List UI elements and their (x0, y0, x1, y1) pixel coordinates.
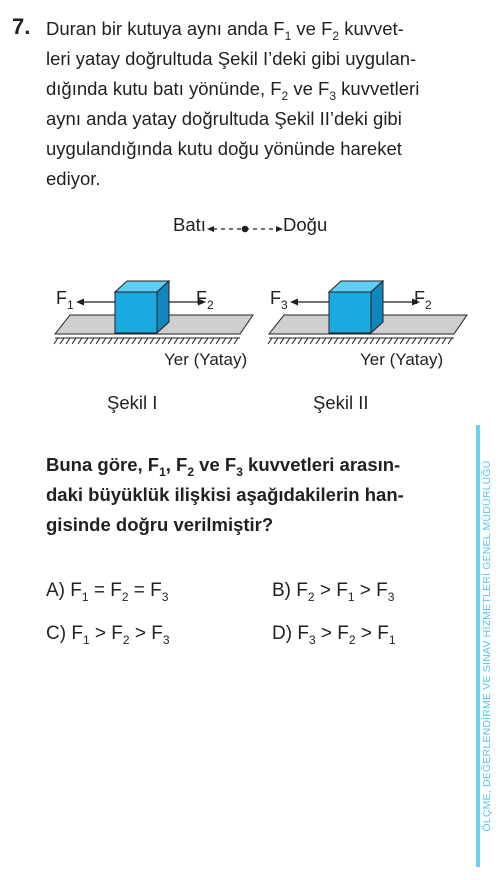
question-prompt (46, 450, 466, 540)
subscript: 1 (388, 633, 396, 647)
figure-2-ground-label: Yer (Yatay) (360, 350, 444, 369)
figure-1-ground-label: Yer (Yatay) (164, 350, 248, 369)
option-c[interactable] (46, 623, 170, 645)
subscript: 2 (425, 298, 432, 312)
subscript: 1 (347, 590, 355, 604)
subscript: 2 (122, 633, 130, 647)
text-run: F (56, 288, 67, 308)
subscript: 3 (162, 633, 170, 647)
side-institution-text: ÖLÇME, DEĞERLENDİRME VE SINAV HİZMETLERİ GENEL MÜDÜRLÜĞÜ (481, 460, 493, 832)
subscript: 3 (281, 298, 288, 312)
stem-line (46, 74, 466, 104)
subscript: 2 (307, 590, 315, 604)
text-run: dığında kutu batı yönünde, F (46, 78, 282, 99)
stem-line (46, 44, 466, 74)
text-run: Buna göre, F (46, 454, 160, 475)
subscript: 2 (187, 465, 195, 479)
text-run: uygulandığında kutu doğu yönünde hareket (46, 138, 402, 159)
subscript: 3 (308, 633, 316, 647)
text-run: , F (165, 454, 188, 475)
text-run: = F (128, 580, 162, 601)
text-run: D) F (272, 623, 309, 644)
figure-1-right-force-label (196, 288, 214, 312)
text-run: B) F (272, 580, 308, 601)
text-run: = F (88, 580, 122, 601)
side-accent-bar (476, 425, 480, 867)
text-run: ediyor. (46, 168, 101, 189)
subscript: 2 (207, 298, 214, 312)
text-run: C) F (46, 623, 83, 644)
text-run: daki büyüklük ilişkisi aşağıdakilerin han- (46, 484, 404, 505)
text-run: aynı anda yatay doğrultuda Şekil II’deki gibi (46, 108, 402, 129)
stem-line (46, 134, 466, 164)
question-stem (46, 14, 466, 194)
figure-2-left-force-label (270, 288, 288, 312)
text-run: Duran bir kutuya aynı anda F (46, 18, 285, 39)
figure-2-right-force-label (414, 288, 432, 312)
figure-1-left-force-label (56, 288, 74, 312)
text-run: > F (354, 580, 388, 601)
text-run: kuvvetleri arasın- (242, 454, 401, 475)
figure-1-caption: Şekil I (107, 392, 158, 413)
subscript: 1 (82, 633, 90, 647)
subscript: 2 (332, 29, 340, 43)
subscript: 1 (67, 298, 74, 312)
subscript: 3 (161, 590, 169, 604)
east-label: Doğu (283, 214, 328, 235)
text-run: > F (129, 623, 163, 644)
figure-2-caption: Şekil II (313, 392, 369, 413)
west-label: Batı (173, 214, 206, 235)
subscript: 2 (348, 633, 356, 647)
stem-line (46, 14, 466, 44)
option-d[interactable] (272, 623, 396, 645)
question-number: 7. (12, 14, 31, 39)
subscript: 3 (387, 590, 395, 604)
text-run: ve F (194, 454, 237, 475)
text-run: A) F (46, 580, 82, 601)
text-run: gisinde doğru verilmiştir? (46, 514, 274, 535)
subscript: 3 (329, 89, 337, 103)
stem-line (46, 104, 466, 134)
text-run: F (196, 288, 207, 308)
option-b[interactable] (272, 580, 394, 602)
text-run: leri yatay doğrultuda Şekil I’deki gibi uygulan- (46, 48, 417, 69)
text-run: F (270, 288, 281, 308)
prompt-line (46, 480, 466, 510)
subscript: 1 (284, 29, 292, 43)
prompt-line (46, 510, 466, 540)
stem-line (46, 164, 466, 194)
text-run: ve F (291, 18, 333, 39)
subscript: 2 (281, 89, 289, 103)
subscript: 2 (121, 590, 129, 604)
text-run: ve F (288, 78, 330, 99)
text-run: kuvvet- (339, 18, 404, 39)
text-run: kuvvetleri (336, 78, 420, 99)
text-run: > F (355, 623, 389, 644)
subscript: 1 (81, 590, 89, 604)
text-run: > F (89, 623, 123, 644)
subscript: 3 (236, 465, 243, 479)
prompt-line (46, 450, 466, 480)
option-a[interactable] (46, 580, 168, 602)
text-run: F (414, 288, 425, 308)
subscript: 1 (159, 465, 166, 479)
text-run: > F (314, 580, 348, 601)
text-run: > F (315, 623, 349, 644)
direction-arrow-icon (205, 219, 285, 239)
